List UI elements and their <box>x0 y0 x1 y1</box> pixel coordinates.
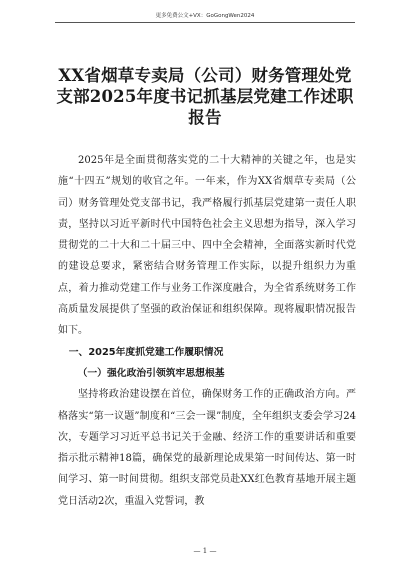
title-line-1: XX省烟草专卖局（公司）财务管理处党 <box>58 66 352 85</box>
section-heading: 一、2025年度抓党建工作履职情况 <box>68 346 224 358</box>
page-number: — 1 — <box>193 547 217 555</box>
document-title <box>40 65 370 128</box>
subsection-heading: （一）强化政治引领筑牢思想根基 <box>77 367 225 379</box>
document-body <box>58 150 356 512</box>
title-line-2: 支部2025年度书记抓基层党建工作述职 <box>56 87 354 106</box>
intro-paragraph: 2025年是全面贯彻落实党的二十大精神的关键之年，也是实施“十四五”规划的收官之年。一年来，作为XX省烟草专卖局（公司）财务管理处党支部书记，我严格履行抓基层党建第一责任人职责，坚持以习近平新时代中国特色社会主义思想为指导，深入学习贯彻党的二十大和二十届三中、四中全会精神，全面落实新时代党的建设总要求，紧密结合财务管理工作实际，以提升组织力为重点，着力推动党建工作与业务工作深度融合，为全省系统财务工作高质量发展提供了坚强的政治保证和组织保障。现将履职情况报告如下。 <box>58 155 356 337</box>
title-line-3: 报告 <box>188 108 222 127</box>
header-banner: 更多免费公文+VX：GoGongWen2024 <box>155 13 255 19</box>
body-paragraph: 坚持将政治建设摆在首位，确保财务工作的正确政治方向。严格落实“第一议题”制度和“三会一课”制度，全年组织支委会学习24次，专题学习习近平总书记关于金融、经济工作的重要讲话和重要指示批示精神18篇，确保党的最新理论成果第一时间传达、第一时间学习、第一时间贯彻。组织支部党员赴XX红色教育基地开展主题党日活动2次，重温入党誓词，教 <box>58 389 356 507</box>
header-divider <box>55 22 355 23</box>
